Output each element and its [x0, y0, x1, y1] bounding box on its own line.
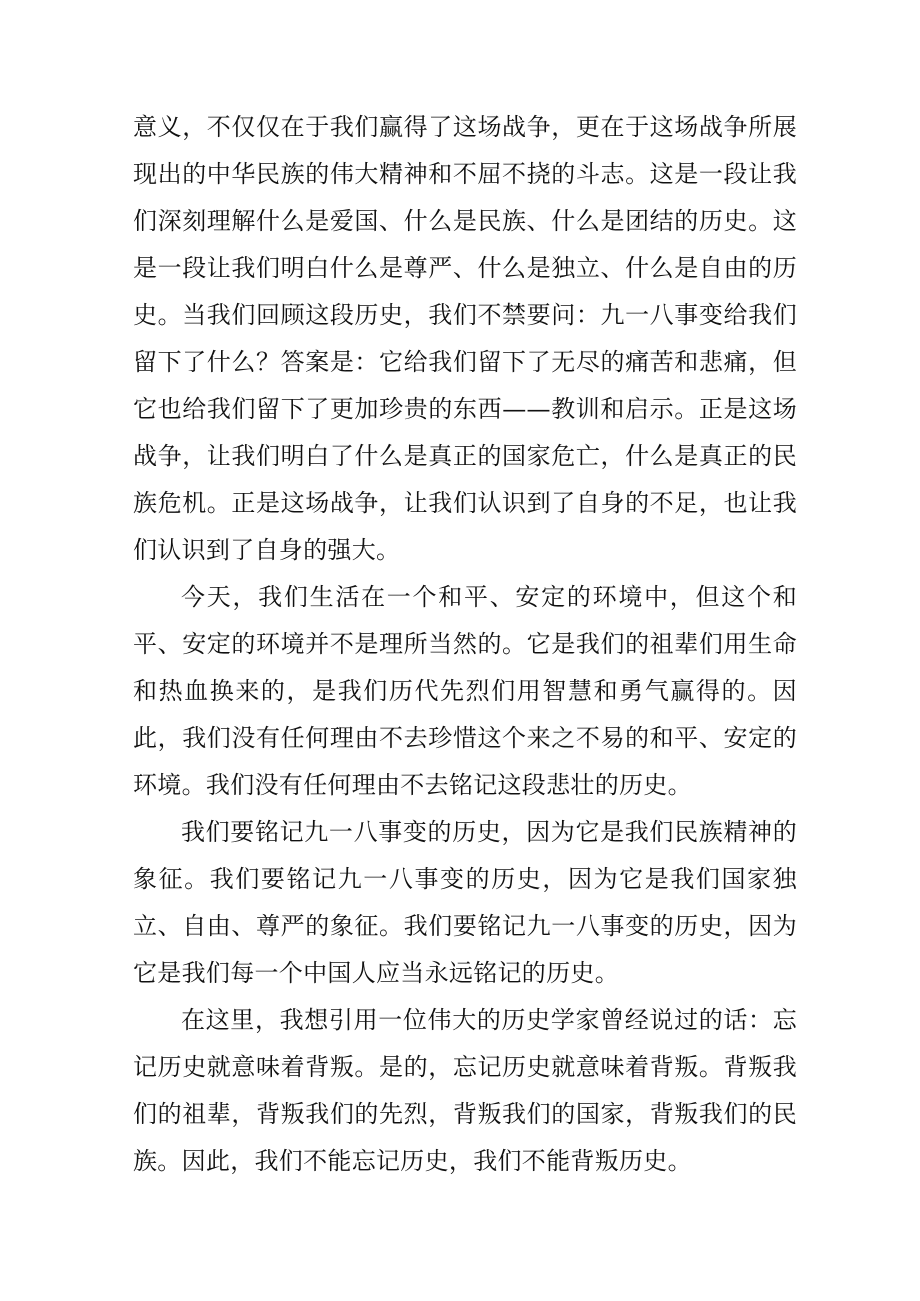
- document-body: [133, 104, 797, 1185]
- paragraph-remember: 我们要铭记九一八事变的历史，因为它是我们民族精神的象征。我们要铭记九一八事变的历史，因为它是我们国家独立、自由、尊严的象征。我们要铭记九一八事变的历史，因为它是我们每一个中国人应当永远铭记的历史。: [133, 818, 797, 987]
- paragraph-quote: 在这里，我想引用一位伟大的历史学家曾经说过的话：忘记历史就意味着背叛。是的，忘记历史就意味着背叛。背叛我们的祖辈，背叛我们的先烈，背叛我们的国家，背叛我们的民族。因此，我们不能忘记历史，我们不能背叛历史。: [133, 1006, 797, 1175]
- paragraph-peace: 今天，我们生活在一个和平、安定的环境中，但这个和平、安定的环境并不是理所当然的。它是我们的祖辈们用生命和热血换来的，是我们历代先烈们用智慧和勇气赢得的。因此，我们没有任何理由不去珍惜这个来之不易的和平、安定的环境。我们没有任何理由不去铭记这段悲壮的历史。: [133, 583, 797, 799]
- paragraph-continuation: 意义，不仅仅在于我们赢得了这场战争，更在于这场战争所展现出的中华民族的伟大精神和不屈不挠的斗志。这是一段让我们深刻理解什么是爱国、什么是民族、什么是团结的历史。这是一段让我们明白什么是尊严、什么是独立、什么是自由的历史。当我们回顾这段历史，我们不禁要问：九一八事变给我们留下了什么？答案是：它给我们留下了无尽的痛苦和悲痛，但它也给我们留下了更加珍贵的东西——教训和启示。正是这场战争，让我们明白了什么是真正的国家危亡，什么是真正的民族危机。正是这场战争，让我们认识到了自身的不足，也让我们认识到了自身的强大。: [133, 113, 797, 564]
